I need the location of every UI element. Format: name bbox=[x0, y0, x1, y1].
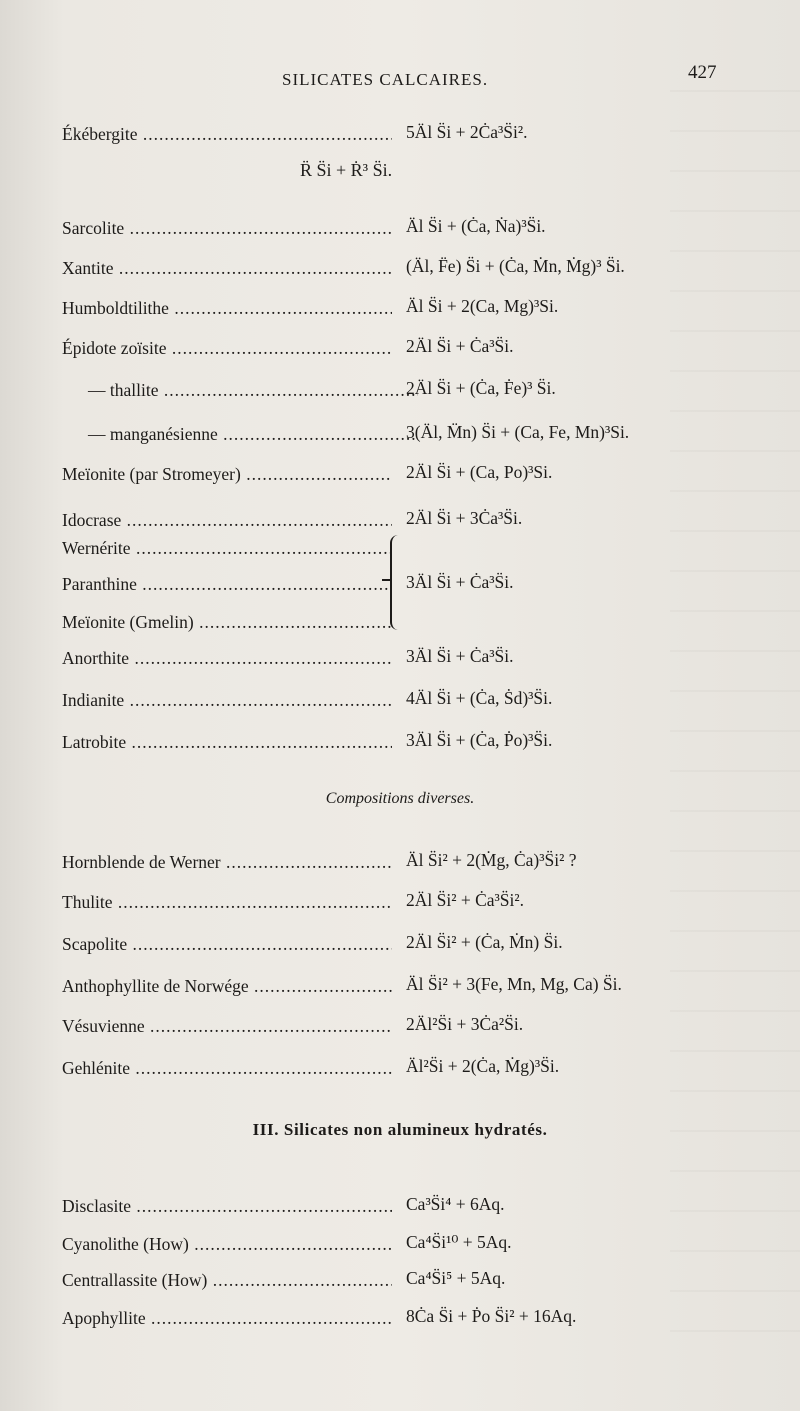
entry-row bbox=[62, 258, 762, 286]
mineral-formula: Äl S̈i² + 2(Ṁg, Ċa)³S̈i² ? bbox=[406, 850, 577, 870]
mineral-name: — thallite ..... bbox=[62, 380, 418, 401]
mineral-name: Centrallassite (How) ..... bbox=[62, 1270, 392, 1291]
mineral-formula: Äl S̈i + (Ċa, Ṅa)³S̈i. bbox=[406, 216, 546, 236]
mineral-name: Wernérite ..... bbox=[62, 538, 392, 559]
mineral-name: Anorthite ..... bbox=[62, 648, 392, 669]
mineral-name: Vésuvienne ..... bbox=[62, 1016, 392, 1037]
entry-row bbox=[62, 1058, 762, 1086]
mineral-formula: Äl²S̈i + 2(Ċa, Ṁg)³S̈i. bbox=[406, 1056, 560, 1076]
entry-row bbox=[62, 1016, 762, 1044]
mineral-formula: 3Äl S̈i + Ċa³S̈i. bbox=[406, 646, 514, 666]
entry-row bbox=[62, 298, 762, 326]
running-title: SILICATES CALCAIRES. bbox=[282, 70, 489, 89]
mineral-name: Latrobite ..... bbox=[62, 732, 392, 753]
entry-row bbox=[62, 380, 762, 408]
entry-row bbox=[62, 124, 762, 152]
mineral-formula: Ca⁴S̈i⁵ + 5Aq. bbox=[406, 1268, 506, 1288]
mineral-formula: 8Ċa S̈i + Ṗo S̈i² + 16Aq. bbox=[406, 1306, 577, 1326]
grouping-brace bbox=[390, 535, 402, 630]
entry-row bbox=[62, 1234, 762, 1262]
mineral-name: — manganésienne ..... bbox=[62, 424, 418, 445]
mineral-formula: 2Äl S̈i + 3Ċa³S̈i. bbox=[406, 508, 523, 528]
entry-row bbox=[62, 892, 762, 920]
entry-row bbox=[62, 648, 762, 676]
mineral-formula: Ca³S̈i⁴ + 6Aq. bbox=[406, 1194, 505, 1214]
mineral-name: Meïonite (Gmelin) ..... bbox=[62, 612, 392, 633]
mineral-name: Idocrase ..... bbox=[62, 510, 392, 531]
general-formula: R̈ S̈i + Ṙ³ S̈i. bbox=[300, 160, 393, 180]
section-heading: Compositions diverses. bbox=[325, 790, 475, 807]
entry-row bbox=[62, 852, 762, 880]
mineral-name: Humboldtilithe ..... bbox=[62, 298, 392, 319]
mineral-formula: 2Äl S̈i + (Ċa, Ḟe)³ S̈i. bbox=[406, 378, 556, 398]
mineral-formula: 2Äl²S̈i + 3Ċa²S̈i. bbox=[406, 1014, 524, 1034]
mineral-name: Hornblende de Werner ..... bbox=[62, 852, 392, 873]
entry-row bbox=[62, 690, 762, 718]
mineral-name: Apophyllite ..... bbox=[62, 1308, 392, 1329]
mineral-formula: 2Äl S̈i² + (Ċa, Ṁn) S̈i. bbox=[406, 932, 563, 952]
mineral-name: Meïonite (par Stromeyer) ..... bbox=[62, 464, 392, 485]
mineral-name: Paranthine ..... bbox=[62, 574, 392, 595]
mineral-name: Anthophyllite de Norwége ..... bbox=[62, 976, 392, 997]
entry-row bbox=[62, 732, 762, 760]
mineral-formula: (Äl, F̈e) S̈i + (Ċa, Ṁn, Ṁg)³ S̈i. bbox=[406, 256, 625, 276]
mineral-name: Sarcolite ..... bbox=[62, 218, 392, 239]
mineral-formula: Ca⁴S̈i¹⁰ + 5Aq. bbox=[406, 1232, 512, 1252]
mineral-formula: 3(Äl, M̈n) S̈i + (Ca, Fe, Mn)³Si. bbox=[406, 422, 630, 442]
mineral-formula: Äl S̈i + 2(Ca, Mg)³Si. bbox=[406, 296, 559, 316]
entry-row bbox=[62, 976, 762, 1004]
section-heading: III. Silicates non alumineux hydratés. bbox=[252, 1120, 548, 1139]
mineral-formula: Äl S̈i² + 3(Fe, Mn, Mg, Ca) S̈i. bbox=[406, 974, 622, 994]
mineral-formula: 4Äl S̈i + (Ċa, Ṡd)³S̈i. bbox=[406, 688, 553, 708]
mineral-name: Gehlénite ..... bbox=[62, 1058, 392, 1079]
mineral-name: Scapolite ..... bbox=[62, 934, 392, 955]
mineral-formula: 3Äl S̈i + Ċa³S̈i. bbox=[406, 572, 514, 592]
entry-row bbox=[62, 1196, 762, 1224]
entry-row bbox=[62, 424, 762, 452]
mineral-name: Cyanolithe (How) ..... bbox=[62, 1234, 392, 1255]
mineral-formula: 2Äl S̈i + (Ca, Po)³Si. bbox=[406, 462, 553, 482]
mineral-name: Épidote zoïsite ..... bbox=[62, 338, 392, 359]
entry-row bbox=[62, 934, 762, 962]
entry-row bbox=[62, 538, 762, 566]
entry-row bbox=[62, 1270, 762, 1298]
mineral-name: Disclasite ..... bbox=[62, 1196, 392, 1217]
entry-row bbox=[62, 218, 762, 246]
mineral-formula: 2Äl S̈i² + Ċa³S̈i². bbox=[406, 890, 524, 910]
entry-row bbox=[62, 510, 762, 538]
mineral-name: Thulite ..... bbox=[62, 892, 392, 913]
entry-row bbox=[62, 464, 762, 492]
page-number: 427 bbox=[688, 62, 717, 83]
mineral-formula: 2Äl S̈i + Ċa³S̈i. bbox=[406, 336, 514, 356]
entry-row bbox=[62, 1308, 762, 1336]
mineral-formula: 3Äl S̈i + (Ċa, Ṗo)³S̈i. bbox=[406, 730, 553, 750]
mineral-name: Ékébergite ..... bbox=[62, 124, 392, 145]
entry-row bbox=[62, 574, 762, 602]
entry-row bbox=[62, 338, 762, 366]
mineral-name: Xantite ..... bbox=[62, 258, 392, 279]
entry-row bbox=[62, 612, 762, 640]
mineral-name: Indianite ..... bbox=[62, 690, 392, 711]
mineral-formula: 5Äl S̈i + 2Ċa³S̈i². bbox=[406, 122, 528, 142]
